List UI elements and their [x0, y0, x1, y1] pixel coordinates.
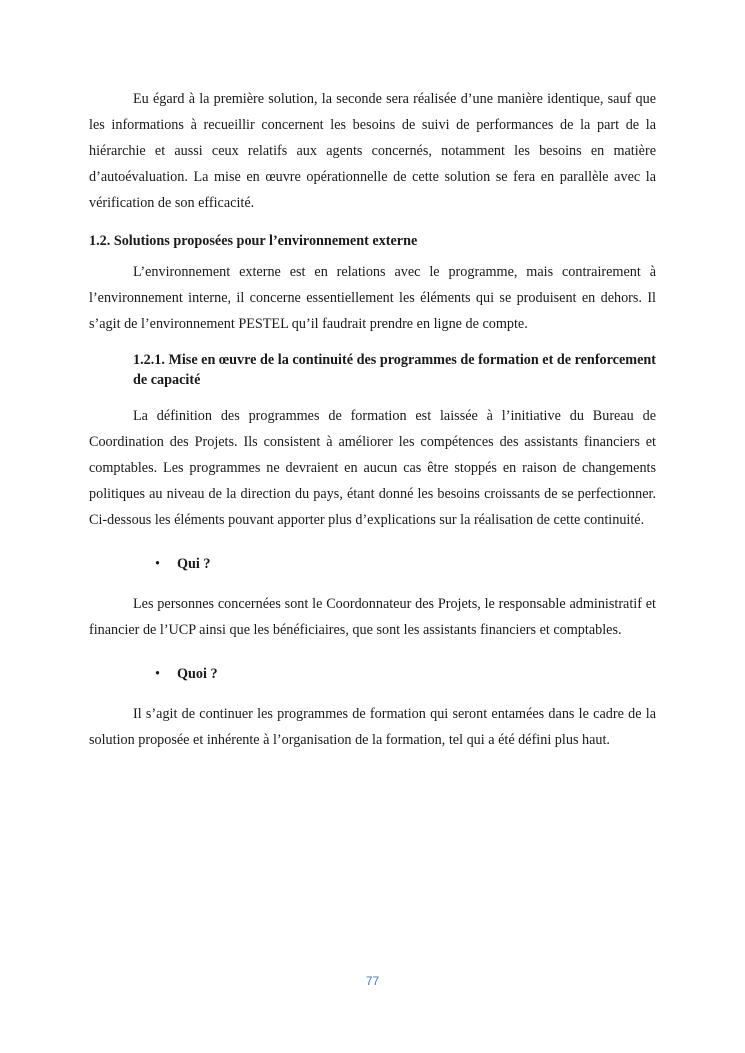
bullet-icon: • [155, 556, 160, 572]
bullet-qui [155, 551, 656, 577]
paragraph-2: L’environnement externe est en relations avec le programme, mais contrairement à l’environnement interne, il concerne essentiellement les éléments qui se produisent en dehors. Il s’agit de l’environnement PESTEL qu’il faudrait prendre en ligne de compte. [89, 264, 656, 332]
page-number: 77 [365, 974, 380, 988]
subsection-heading-1-2-1: 1.2.1. Mise en œuvre de la continuité des programmes de formation et de renforcement de capacité [133, 352, 657, 388]
paragraph-5: Il s’agit de continuer les programmes de formation qui seront entamées dans le cadre de la solution proposée et inhérente à l’organisation de la formation, tel qui a été défini plus haut. [89, 706, 656, 748]
bullet-label: Qui ? [177, 556, 211, 572]
paragraph-1: Eu égard à la première solution, la seconde sera réalisée d’une manière identique, sauf que les informations à recueillir concernent les besoins de suivi de performances de la part de la hiérarchie et aussi ceux relatifs aux agents concernés, notamment les besoins en matière d’autoévaluation. La mise en œuvre opérationnelle de cette solution se fera en parallèle avec la vérification de son efficacité. [89, 91, 656, 211]
bullet-icon: • [155, 666, 160, 682]
document-page [89, 86, 656, 753]
paragraph-3: La définition des programmes de formation est laissée à l’initiative du Bureau de Coordination des Projets. Ils consistent à améliorer les compétences des assistants financiers et comptables. Les programmes ne devraient en aucun cas être stoppés en raison de changements politiques au niveau de la direction du pays, étant donné les besoins croissants de se perfectionner. Ci-dessous les éléments pouvant apporter plus d’explications sur la réalisation de cette continuité. [89, 408, 656, 528]
bullet-quoi [155, 661, 656, 687]
paragraph-4: Les personnes concernées sont le Coordonnateur des Projets, le responsable administratif et financier de l’UCP ainsi que les bénéficiaires, que sont les assistants financiers et comptables. [89, 596, 656, 638]
bullet-label: Quoi ? [177, 666, 218, 682]
section-heading-1-2: 1.2. Solutions proposées pour l’environnement externe [89, 233, 418, 249]
